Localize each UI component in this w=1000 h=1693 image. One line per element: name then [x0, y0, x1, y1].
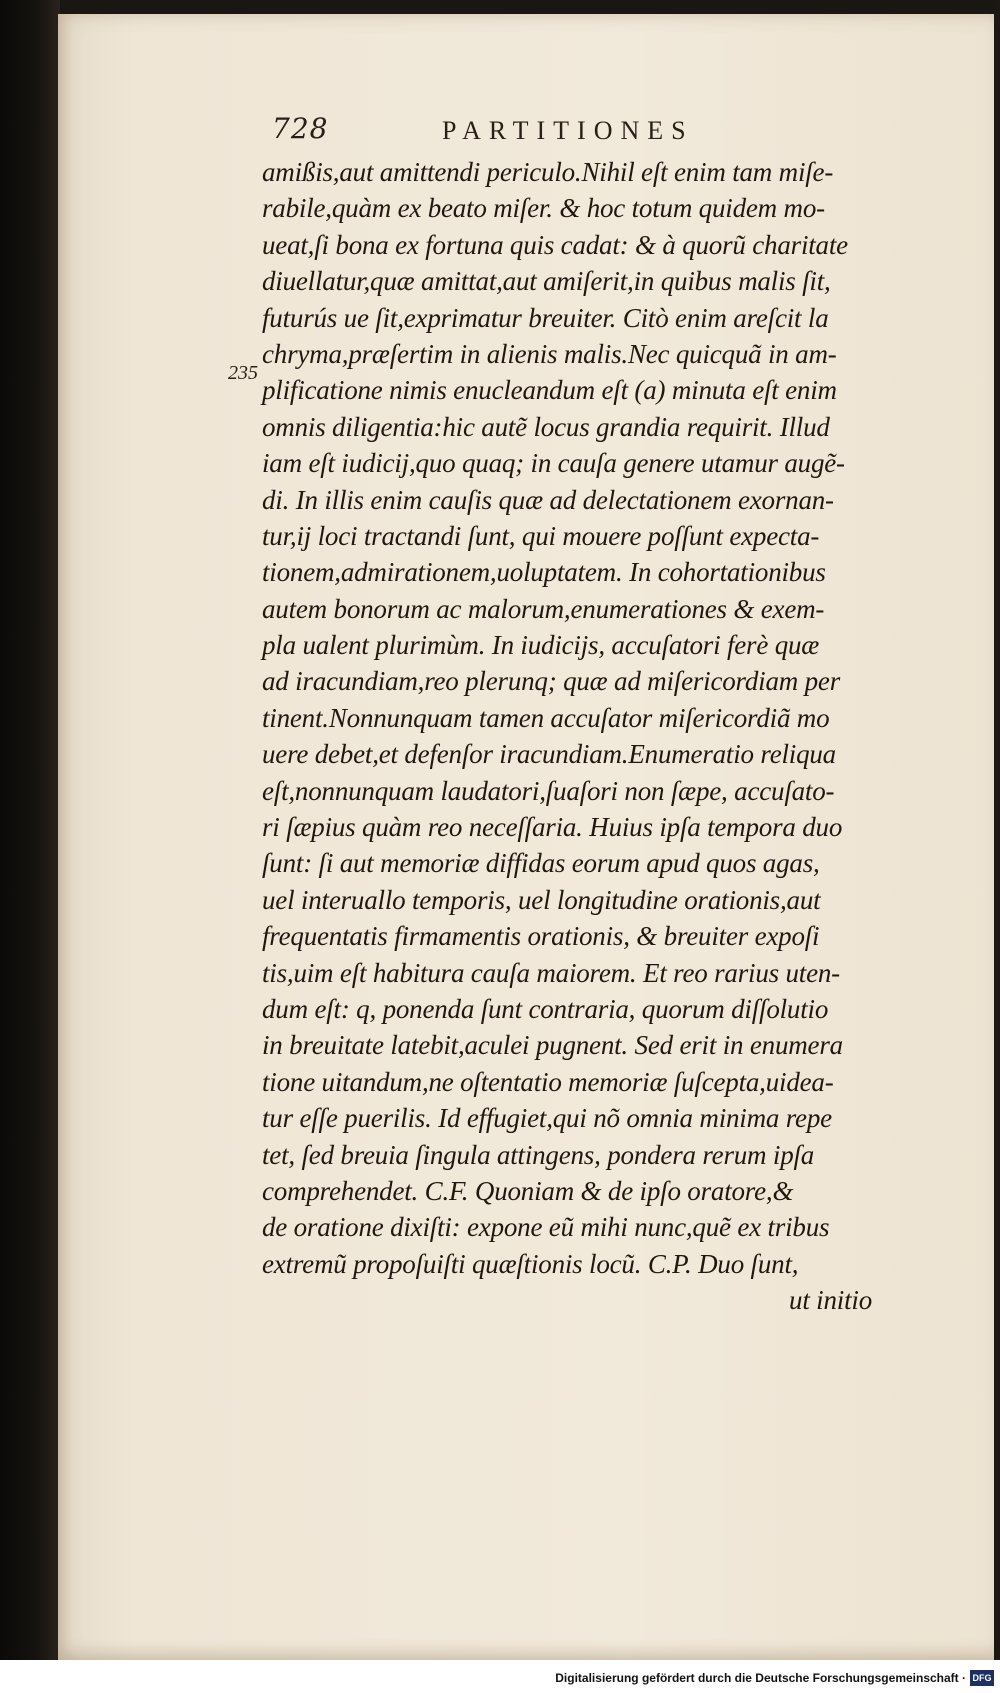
page-number: 728: [272, 112, 329, 145]
text-line: di. In illis enim cauſis quæ ad delectationem exornan-: [262, 484, 834, 515]
text-line: ſunt: ſi aut memoriæ diffidas eorum apud quos agas,: [262, 848, 820, 879]
text-line: uere debet,et defenſor iracundiam.Enumeratio reliqua: [262, 739, 836, 770]
text-line: tinent.Nonnunquam tamen accuſator miſericordiã mo: [262, 702, 830, 733]
book-gutter-shadow: [0, 0, 60, 1693]
text-line: iam eſt iudicij,quo quaq; in cauſa genere utamur augẽ-: [262, 448, 845, 479]
text-line: dum eſt: q, ponenda ſunt contraria, quorum diſſolutio: [262, 993, 829, 1024]
text-line: eſt,nonnunquam laudatori,ſuaſori non ſæpe, accuſato-: [262, 775, 835, 806]
text-line: tur eſſe puerilis. Id effugiet,qui nõ omnia minima repe: [262, 1103, 832, 1134]
text-line: amißis,aut amittendi periculo.Nihil eſt enim tam miſe-: [262, 157, 834, 187]
text-line: extremũ propoſuiſti quæſtionis locũ. C.P. Duo ſunt,: [262, 1248, 799, 1279]
text-line: plificatione nimis enucleandum eſt (a) minuta eſt enim: [262, 375, 837, 406]
text-line: tis,uim eſt habitura cauſa maiorem. Et reo rarius uten-: [262, 957, 840, 988]
text-line: in breuitate latebit,aculei pugnent. Sed erit in enumera: [262, 1030, 843, 1061]
text-line: diuellatur,quæ amittat,aut amiſerit,in quibus malis ſit,: [262, 266, 831, 297]
dfg-logo: DFG: [970, 1670, 994, 1686]
text-line: frequentatis firmamentis orationis, & breuiter expoſi: [262, 921, 820, 952]
text-line: autem bonorum ac malorum,enumerationes & exem-: [262, 593, 825, 624]
text-line: rabile,quàm ex beato miſer. & hoc totum quidem mo-: [262, 193, 825, 224]
text-line: chryma,præſertim in alienis malis.Nec quicquã in am-: [262, 338, 837, 369]
text-line: uel interuallo temporis, uel longitudine orationis,aut: [262, 884, 821, 915]
text-line: tur,ij loci tractandi ſunt, qui mouere poſſunt expecta-: [262, 520, 820, 551]
text-line: pla ualent plurimùm. In iudicijs, accuſatori ferè quæ: [262, 630, 820, 661]
catchword: ut initio: [789, 1285, 872, 1316]
text-line: omnis diligentia:hic autẽ locus grandia requirit. Illud: [262, 411, 830, 442]
margin-note: 235: [228, 362, 258, 384]
page-header: [272, 112, 752, 156]
text-line: de oratione dixiſti: expone eũ mihi nunc,quẽ ex tribus: [262, 1212, 830, 1243]
page-edge: [994, 0, 1000, 1660]
text-line: tionem,admirationem,uoluptatem. In cohortationibus: [262, 557, 826, 588]
text-line: tet, ſed breuia ſingula attingens, pondera rerum ipſa: [262, 1139, 815, 1170]
text-line: futurús ue ſit,exprimatur breuiter. Citò enim areſcit la: [262, 302, 829, 333]
text-line: comprehendet. C.F. Quoniam & de ipſo oratore,&: [262, 1175, 794, 1206]
running-title: PARTITIONES: [442, 116, 694, 145]
text-line: ri ſæpius quàm reo neceſſaria. Huius ipſa tempora duo: [262, 812, 843, 843]
digitization-credit: Digitalisierung gefördert durch die Deutsche Forschungsgemeinschaft ·: [555, 1671, 966, 1685]
body-text: [262, 154, 892, 1319]
text-line: tione uitandum,ne oſtentatio memoriæ ſuſcepta,uidea-: [262, 1066, 834, 1097]
text-line: ad iracundiam,reo plerunq; quæ ad miſericordiam per: [262, 666, 840, 697]
text-line: ueat,ſi bona ex fortuna quis cadat: & à quorũ charitate: [262, 229, 848, 260]
footer-bar: [0, 1660, 1000, 1693]
